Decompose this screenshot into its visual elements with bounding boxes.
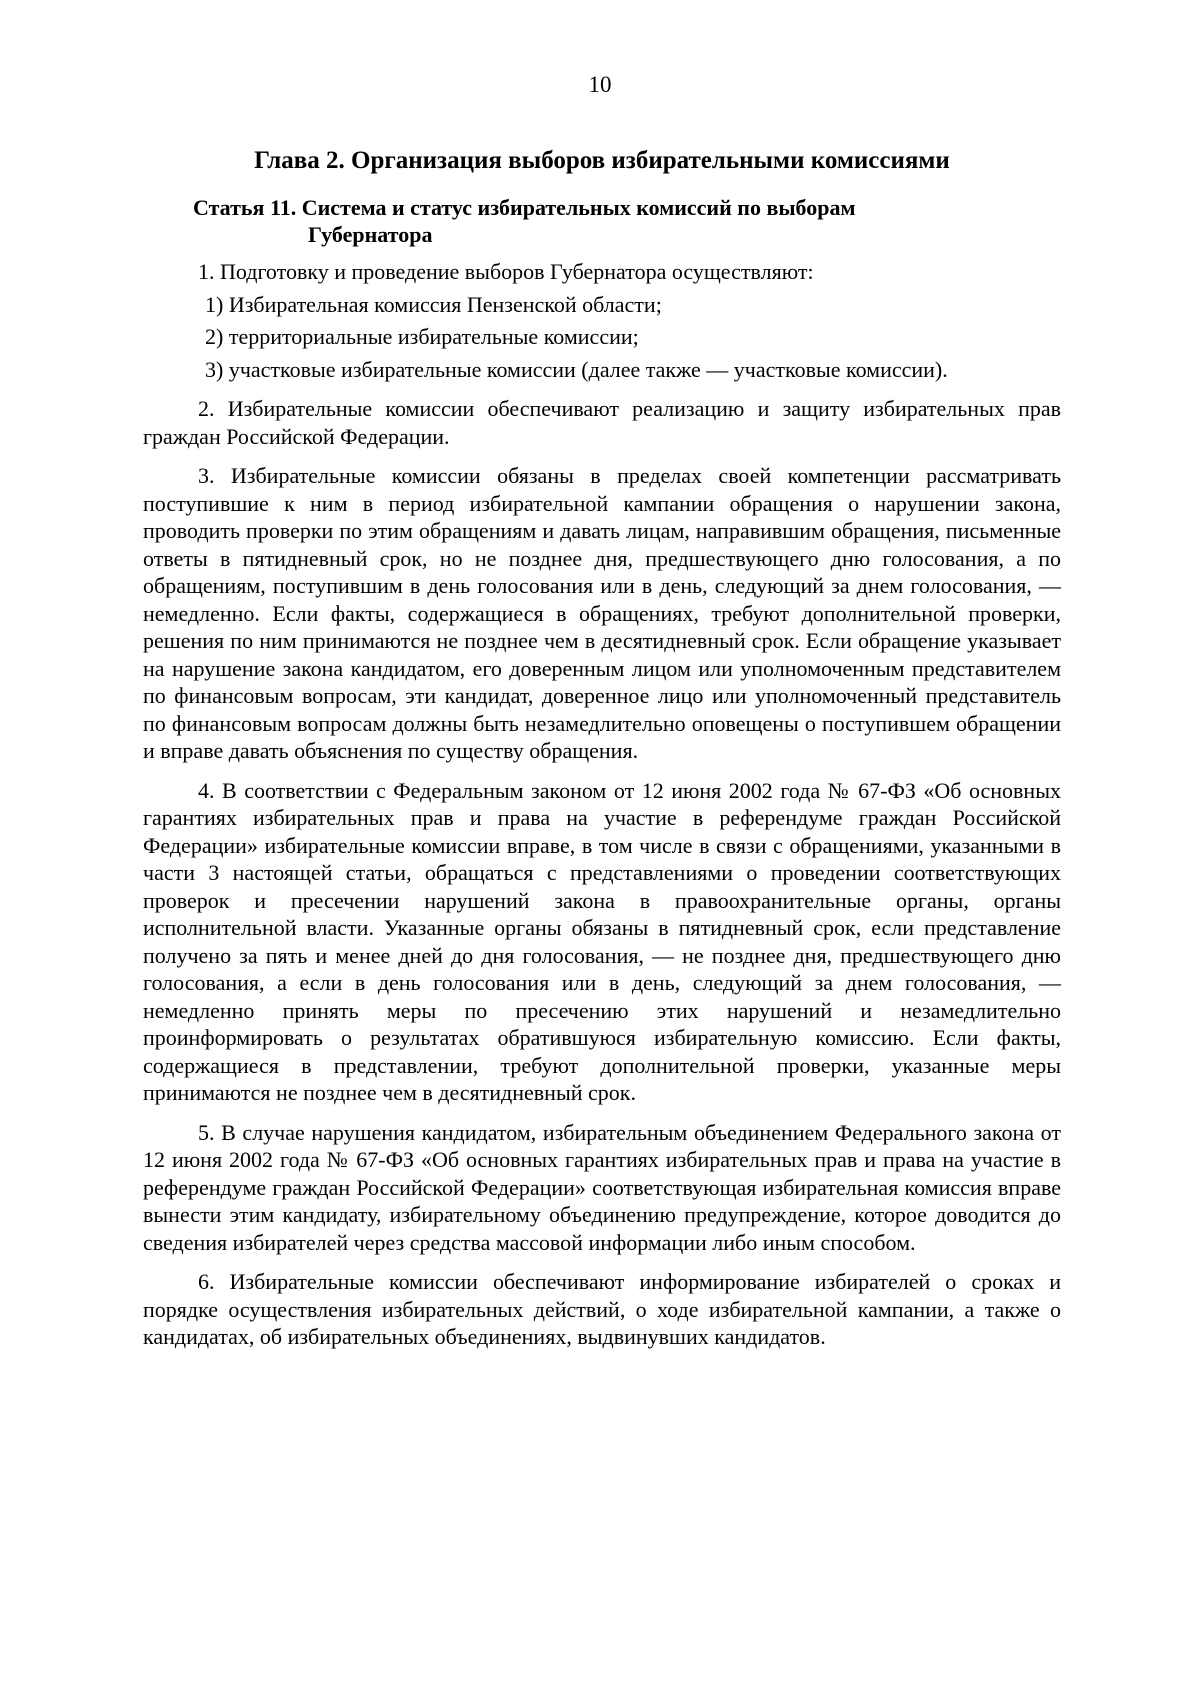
paragraph-5: 5. В случае нарушения кандидатом, избирательным объединением Федерального закона от 12 июня 2002 года № 67-ФЗ «Об основных гарантиях избирательных прав и права на участие в референдуме граждан Российской Федерации» соответствующая избирательная комиссия вправе вынести этим кандидату, избирательному объединению предупреждение, которое доводится до сведения избирателей через средства массовой информации либо иным способом.: [143, 1119, 1061, 1255]
list-item: 3) участковые избирательные комиссии (далее также — участковые комиссии).: [205, 356, 948, 382]
paragraph-2: 2. Избирательные комиссии обеспечивают реализацию и защиту избирательных прав граждан Российской Федерации.: [143, 396, 1061, 449]
paragraph-4: 4. В соответствии с Федеральным законом от 12 июня 2002 года № 67-ФЗ «Об основных гарантиях избирательных прав и права на участие в референдуме граждан Российской Федерации» избирательные комиссии вправе, в том числе в связи с обращениями, указанными в части 3 настоящей статьи, обращаться с представлениями о проведении соответствующих проверок и пресечении нарушений закона в правоохранительные органы, органы исполнительной власти. Указанные органы обязаны в пятидневный срок, если представление получено за пять и менее дней до дня голосования, — не позднее дня, предшествующего дню голосования, а если в день голосования или в день, следующий за днем голосования, — немедленно принять меры по пресечению этих нарушений и незамедлительно проинформировать о результатах обратившуюся избирательную комиссию. Если факты, содержащиеся в представлении, требуют дополнительной проверки, указанные меры принимаются не позднее чем в десятидневный срок.: [143, 777, 1061, 1105]
article-title-line2: Губернатора: [308, 222, 433, 247]
document-body: [143, 140, 1061, 1363]
article-title-line1: Статья 11. Система и статус избирательных комиссий по выборам: [193, 195, 856, 220]
chapter-title: Глава 2. Организация выборов избирательными комиссиями: [254, 147, 950, 174]
paragraph-1-lead: 1. Подготовку и проведение выборов Губернатора осуществляют:: [198, 259, 814, 284]
paragraph-6: 6. Избирательные комиссии обеспечивают информирование избирателей о сроках и порядке осуществления избирательных действий, о ходе избирательной кампании, а также о кандидатах, об избирательных объединениях, выдвинувших кандидатов.: [143, 1269, 1061, 1349]
page-number: 10: [588, 72, 612, 97]
list-item: 2) территориальные избирательные комиссии;: [205, 324, 639, 349]
list-item: 1) Избирательная комиссия Пензенской области;: [205, 291, 662, 317]
paragraph-3: 3. Избирательные комиссии обязаны в пределах своей компетенции рассматривать поступившие к ним в период избирательной кампании обращения о нарушении закона, проводить проверки по этим обращениям и давать лицам, направившим обращения, письменные ответы в пятидневный срок, но не позднее дня, предшествующего дню голосования, а по обращениям, поступившим в день голосования или в день, следующий за днем голосования, — немедленно. Если факты, содержащиеся в обращениях, требуют дополнительной проверки, решения по ним принимаются не позднее чем в десятидневный срок. Если обращение указывает на нарушение закона кандидатом, его доверенным лицом или уполномоченным представителем по финансовым вопросам, эти кандидат, доверенное лицо или уполномоченный представитель по финансовым вопросам должны быть незамедлительно оповещены о поступившем обращении и вправе давать объяснения по существу обращения.: [143, 463, 1061, 763]
article-title: [193, 194, 1061, 248]
